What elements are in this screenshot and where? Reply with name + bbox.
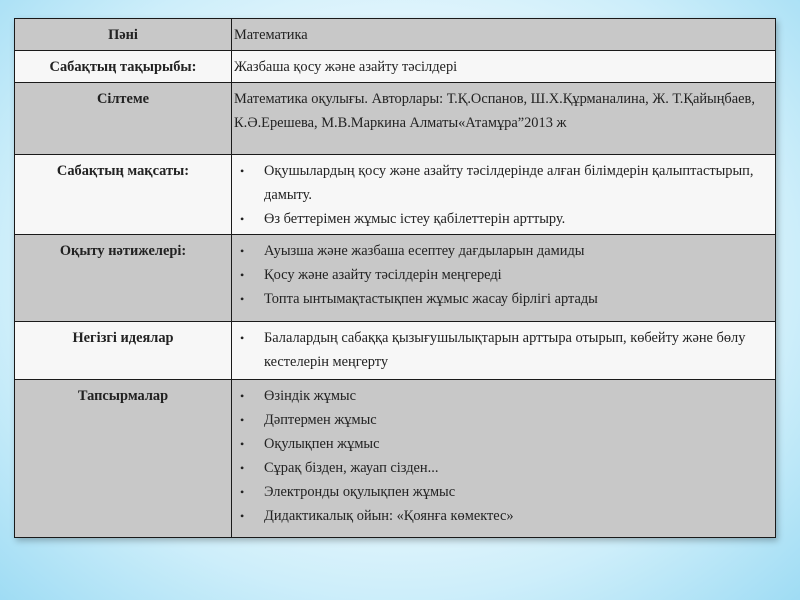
- row-value: [232, 155, 776, 235]
- row-label: Сабақтың мақсаты:: [15, 155, 232, 235]
- list-item-text: Өз беттерімен жұмыс істеу қабілеттерін арттыру.: [264, 211, 566, 227]
- list-item-text: Оқушылардың қосу және азайту тәсілдерінде алған білімдерін қалыптастырып, дамыту.: [264, 163, 754, 203]
- bullet-icon: •: [240, 164, 245, 178]
- table-row: [15, 380, 776, 538]
- row-label: Тапсырмалар: [15, 380, 232, 538]
- bullet-icon: •: [240, 389, 245, 403]
- table-row: [15, 83, 776, 155]
- list-item-text: Оқулықпен жұмыс: [264, 436, 380, 452]
- list-item: [236, 207, 771, 231]
- bullet-icon: •: [240, 292, 245, 306]
- list-item: [236, 239, 771, 263]
- bullet-icon: •: [240, 331, 245, 345]
- table-row: [15, 19, 776, 51]
- list-item: [236, 480, 771, 504]
- list-item-text: Сұрақ бізден, жауап сізден...: [264, 460, 439, 476]
- bullet-icon: •: [240, 437, 245, 451]
- table-row: [15, 51, 776, 83]
- list-item: [236, 408, 771, 432]
- list-item-text: Топта ынтымақтастықпен жұмыс жасау бірлігі артады: [264, 291, 598, 307]
- list-item: [236, 504, 771, 528]
- row-value: Жазбаша қосу және азайту тәсілдері: [232, 51, 776, 83]
- list-item: [236, 326, 771, 374]
- row-value: [232, 235, 776, 322]
- list-item-text: Дидактикалық ойын: «Қоянға көмектес»: [264, 508, 514, 524]
- row-label: Негізгі идеялар: [15, 322, 232, 380]
- row-value: Математика: [232, 19, 776, 51]
- bullet-icon: •: [240, 485, 245, 499]
- bullet-list: [236, 326, 771, 374]
- table-row: [15, 235, 776, 322]
- bullet-icon: •: [240, 509, 245, 523]
- bullet-icon: •: [240, 244, 245, 258]
- bullet-list: [236, 384, 771, 528]
- row-label: Оқыту нәтижелері:: [15, 235, 232, 322]
- bullet-list: [236, 159, 771, 231]
- row-label: Сілтеме: [15, 83, 232, 155]
- row-value: [232, 322, 776, 380]
- bullet-icon: •: [240, 461, 245, 475]
- table-row: [15, 322, 776, 380]
- list-item: [236, 432, 771, 456]
- list-item: [236, 384, 771, 408]
- bullet-list: [236, 239, 771, 311]
- lesson-plan-table: [14, 18, 776, 538]
- table-row: [15, 155, 776, 235]
- list-item: [236, 263, 771, 287]
- bullet-icon: •: [240, 212, 245, 226]
- list-item: [236, 287, 771, 311]
- row-label: Сабақтың тақырыбы:: [15, 51, 232, 83]
- row-label: Пәні: [15, 19, 232, 51]
- list-item: [236, 159, 771, 207]
- lesson-plan-sheet: [14, 18, 776, 538]
- list-item-text: Электронды оқулықпен жұмыс: [264, 484, 456, 500]
- list-item-text: Қосу және азайту тәсілдерін меңгереді: [264, 267, 502, 283]
- list-item-text: Дәптермен жұмыс: [264, 412, 377, 428]
- bullet-icon: •: [240, 413, 245, 427]
- row-value: [232, 380, 776, 538]
- list-item-text: Ауызша және жазбаша есептеу дағдыларын дамиды: [264, 243, 585, 259]
- list-item-text: Өзіндік жұмыс: [264, 388, 356, 404]
- list-item: [236, 456, 771, 480]
- row-value: Математика оқулығы. Авторлары: Т.Қ.Оспанов, Ш.Х.Құрманалина, Ж. Т.Қайыңбаев, К.Ә.Ерешева, М.В.Маркина Алматы«Атамұра”2013 ж: [232, 83, 776, 155]
- bullet-icon: •: [240, 268, 245, 282]
- list-item-text: Балалардың сабаққа қызығушылықтарын арттыра отырып, көбейту және бөлу кестелерін меңгерту: [264, 330, 746, 370]
